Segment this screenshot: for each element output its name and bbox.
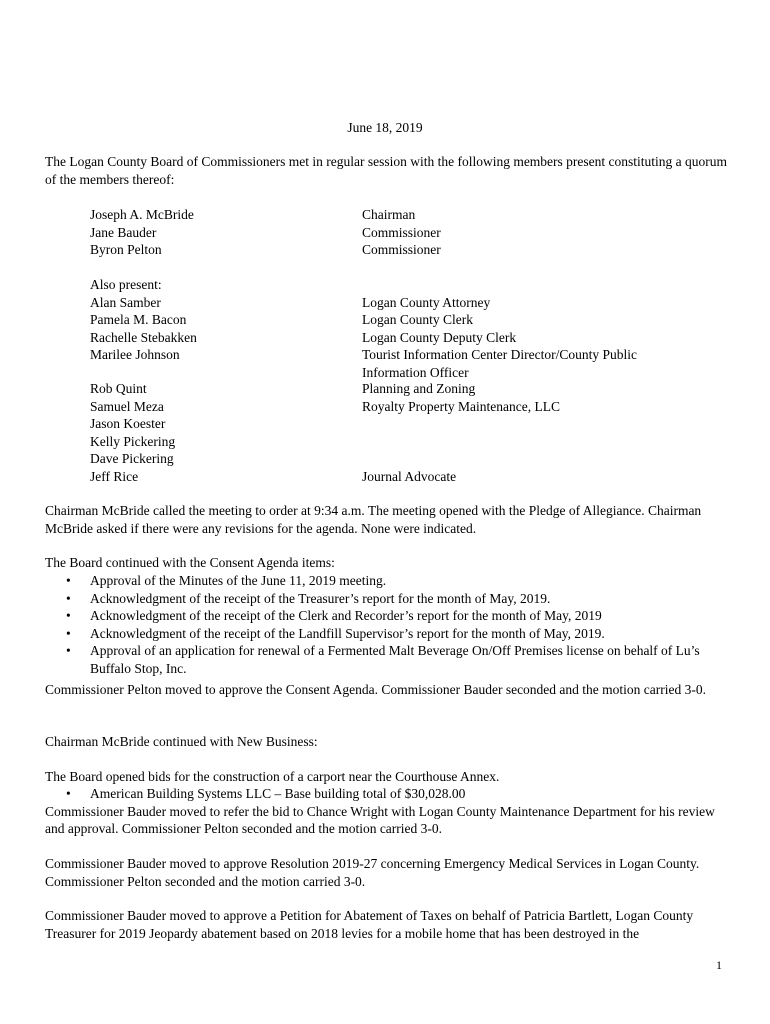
attendee-name: Marilee Johnson — [90, 347, 180, 362]
member-row — [90, 206, 730, 224]
attendee-role: Tourist Information Center Director/County Public Information Officer — [362, 347, 638, 380]
member-row — [90, 241, 730, 259]
attendee-row — [90, 294, 730, 312]
also-present-heading: Also present: — [90, 277, 162, 292]
bids-motion-paragraph: Commissioner Bauder moved to refer the bid to Chance Wright with Logan County Maintenance Department for his review and approval. Commissioner Pelton seconded and the motion carried 3-0. — [45, 803, 715, 836]
member-role: Chairman — [362, 207, 416, 222]
attendee-row — [90, 346, 730, 381]
attendee-name: Pamela M. Bacon — [90, 312, 187, 327]
attendee-name: Jason Koester — [90, 416, 166, 431]
bids-intro: The Board opened bids for the construction of a carport near the Courthouse Annex. — [45, 769, 500, 784]
attendee-name: Jeff Rice — [90, 468, 139, 484]
member-role: Commissioner — [362, 224, 441, 240]
intro-paragraph: The Logan County Board of Commissioners met in regular session with the following members present constituting a quorum of the members thereof: — [45, 154, 728, 187]
attendee-row — [90, 329, 730, 347]
attendee-name: Rob Quint — [90, 381, 147, 396]
attendee-role: Logan County Clerk — [362, 312, 473, 327]
attendee-name: Kelly Pickering — [90, 433, 176, 449]
attendee-name: Alan Samber — [90, 294, 161, 310]
document-page: June 18, 2019 The Logan County Board of Commissioners met in regular session with the following members present constituting a quorum of the members thereof: Joseph A. McBride Chairman Jane Bauder Commissioner Byron Pelton Commissioner Also present: Alan Samber Logan County Attorney Pamela M. Bacon Logan County Clerk Rachelle Stebakken Logan County Deputy Clerk Marilee Johnson Tourist Information Center Director/County Public Information Officer Rob Quint Planning and Zoning Samuel Meza Royalty Property Maintenance, LLC Jason Koester Kelly Pickering Dave Pickering Jeff Rice Journal Advocate Chairman McBride called the meeting to order at 9:34 a.m. The meeting opened with the Pledge of Allegiance. Chairman McBride asked if there were any revisions for the agenda. None were indicated. The Board continued with the Consent Agenda items: • Approval of the Minutes of the June 11, 2019 meeting. • Acknowledgment of the receipt of the Treasurer’s report for the month of May, 2019. • Acknowledgment of the receipt of the Clerk and Recorder’s report for the month of May, 2019 • Acknowledgment of the receipt of the Landfill Supervisor’s report for the month of May, 2019. • Approval of an application for renewal of a Fermented Malt Beverage On/Off Premises license on behalf of Lu’s Buffalo Stop, Inc. Commissioner Pelton moved to approve the Consent Agenda. Commissioner Bauder seconded and the motion carried 3-0. Chairman McBride continued with New Business: The Board opened bids for the construction of a carport near the Courthouse Annex. • American Building Systems LLC – Base building total of $30,028.00 Commissioner Bauder moved to refer the bid to Chance Wright with Logan County Maintenance Department for his review and approval. Commissioner Pelton seconded and the motion carried 3-0. Commissioner Bauder moved to approve Resolution 2019-27 concerning Emergency Medical Services in Logan County. Commissioner Pelton seconded and the motion carried 3-0. Commissioner Bauder moved to approve a Petition for Abatement of Taxes on behalf of Patricia Bartlett, Logan County Treasurer for 2019 Jeopardy abatement based on 2018 levies for a mobile home that has been destroyed in the 1 — [0, 0, 770, 1024]
bullet-icon: • — [66, 625, 71, 641]
attendee-role: Journal Advocate — [362, 468, 457, 484]
bullet-icon: • — [66, 643, 71, 658]
attendee-role: Logan County Attorney — [362, 294, 491, 310]
new-business-heading: Chairman McBride continued with New Business: — [45, 734, 318, 749]
attendee-row — [90, 468, 730, 486]
attendee-row — [90, 415, 730, 433]
attendee-role: Logan County Deputy Clerk — [362, 329, 517, 345]
bullet-icon: • — [66, 608, 71, 623]
member-role: Commissioner — [362, 242, 441, 257]
bullet-icon: • — [66, 573, 71, 588]
attendee-row — [90, 398, 730, 416]
attendee-name: Rachelle Stebakken — [90, 329, 197, 345]
resolution-paragraph: Commissioner Bauder moved to approve Resolution 2019-27 concerning Emergency Medical Services in Logan County. Commissioner Pelton seconded and the motion carried 3-0. — [45, 856, 700, 889]
attendee-name: Dave Pickering — [90, 451, 174, 466]
consent-agenda-intro: The Board continued with the Consent Agenda items: — [45, 555, 335, 570]
attendee-row — [90, 380, 730, 398]
consent-motion-paragraph: Commissioner Pelton moved to approve the Consent Agenda. Commissioner Bauder seconded and the motion carried 3-0. — [45, 682, 706, 697]
attendee-row — [90, 450, 730, 468]
member-row — [90, 224, 730, 242]
member-name: Byron Pelton — [90, 242, 162, 257]
attendee-row — [90, 433, 730, 451]
call-to-order-paragraph: Chairman McBride called the meeting to order at 9:34 a.m. The meeting opened with the Pledge of Allegiance. Chairman McBride asked if there were any revisions for the agenda. None were indicated. — [45, 503, 702, 536]
member-name: Jane Bauder — [90, 224, 157, 240]
page-number: 1 — [716, 958, 722, 972]
attendee-role: Planning and Zoning — [362, 381, 476, 396]
member-name: Joseph A. McBride — [90, 207, 194, 222]
attendee-name: Samuel Meza — [90, 398, 164, 414]
attendee-role: Royalty Property Maintenance, LLC — [362, 398, 560, 414]
bullet-icon: • — [66, 786, 71, 801]
meeting-date: June 18, 2019 — [347, 120, 423, 135]
bullet-icon: • — [66, 590, 71, 606]
attendee-row — [90, 311, 730, 329]
abatement-paragraph: Commissioner Bauder moved to approve a Petition for Abatement of Taxes on behalf of Patricia Bartlett, Logan County Treasurer for 2019 Jeopardy abatement based on 2018 levies for a mobile home that has been destroyed in the — [45, 908, 694, 941]
